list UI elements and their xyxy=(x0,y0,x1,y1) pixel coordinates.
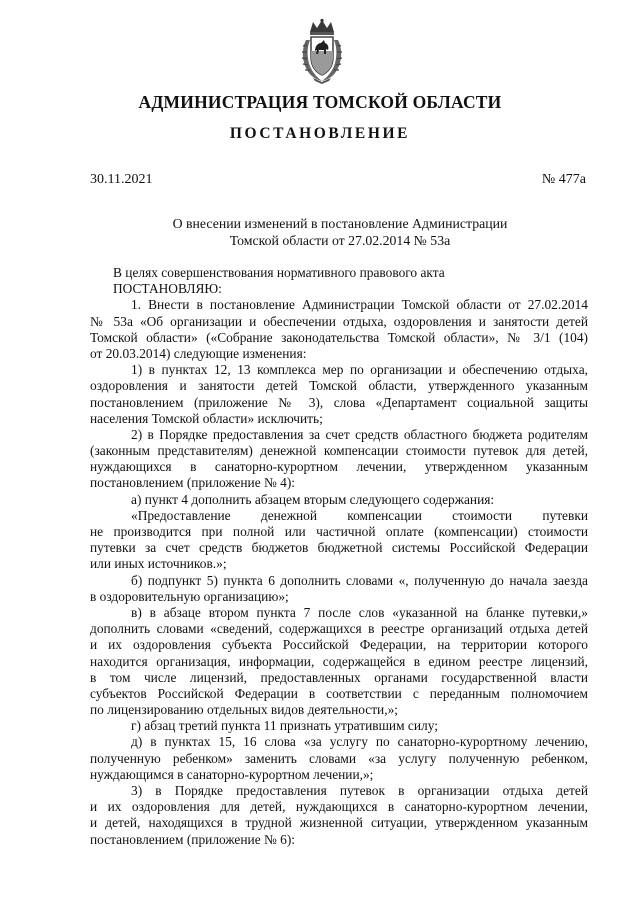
body-line: (законным представителям) денежной компенсации стоимости путевок для детей, xyxy=(90,443,588,459)
body-line: оздоровления и занятости детей Томской области, утвержденного указанным xyxy=(90,378,588,394)
body-line: постановлением (приложение № 4): xyxy=(90,475,295,491)
document-body xyxy=(90,265,588,848)
subject-line: Томской области от 27.02.2014 № 53а xyxy=(229,233,451,248)
body-line: постановлением (приложение № 6): xyxy=(90,831,295,847)
body-line: ПОСТАНОВЛЯЮ: xyxy=(113,281,222,297)
organization-title: АДМИНИСТРАЦИЯ ТОМСКОЙ ОБЛАСТИ xyxy=(138,92,502,112)
body-line: или иных источников.»; xyxy=(90,556,227,572)
body-line: д) в пунктах 15, 16 слова «за услугу по санаторно-курортному лечению, xyxy=(131,734,588,750)
body-line: полученную ребенком» заменить словами «за услугу полученную ребенком, xyxy=(90,750,588,766)
body-line: в том числе лицензий, предоставленных органами государственной власти xyxy=(90,669,588,685)
document-date: 30.11.2021 xyxy=(90,172,153,187)
body-line: и их оздоровления для детей, нуждающихся в санаторно-курортном лечении, xyxy=(90,799,588,815)
body-line: в оздоровительную организацию»; xyxy=(90,588,289,604)
document-subject xyxy=(90,215,590,249)
body-line: в) в абзаце втором пункта 7 после слов «указанной на бланке путевки,» xyxy=(131,604,588,620)
body-line: № 53а «Об организации и обеспечении отдыха, оздоровления и занятости детей xyxy=(90,313,588,329)
body-line: 3) в Порядке предоставления путевок в организации отдыха детей xyxy=(131,783,588,798)
body-line: В целях совершенствования нормативного правового акта xyxy=(113,265,445,280)
body-line: нуждающимся в санаторно-курортном лечении,»; xyxy=(90,766,374,782)
body-line: г) абзац третий пункта 11 признать утратившим силу; xyxy=(131,718,438,734)
body-line: не производится при полной или частичной оплате (компенсации) стоимости xyxy=(90,524,588,539)
body-line: б) подпункт 5) пункта 6 дополнить словами «, полученную до начала заезда xyxy=(131,572,588,588)
body-line: дополнить словами «сведений, содержащихся в реестре организаций отдыха детей xyxy=(90,621,588,637)
body-line: 2) в Порядке предоставления за счет средств областного бюджета родителям xyxy=(131,426,588,442)
body-line: и детей, находящихся в трудной жизненной ситуации, утвержденном указанным xyxy=(90,815,588,831)
document-number: № 477а xyxy=(541,172,586,187)
body-line: населения Томской области» исключить; xyxy=(90,410,323,426)
body-line: путевки за счет средств бюджетов бюджетной системы Российской Федерации xyxy=(90,540,588,556)
body-line: Томской области» («Собрание законодательства Томской области», № 3/1 (104) xyxy=(90,329,588,345)
body-line: находится организация, информации, содержащейся в едином реестре лицензий, xyxy=(90,653,588,669)
body-line: 1. Внести в постановление Администрации Томской области от 27.02.2014 xyxy=(131,297,588,313)
body-line: субъектов Российской Федерации в соответствии с переданным полномочием xyxy=(90,685,588,701)
subject-line: О внесении изменений в постановление Администрации xyxy=(172,216,508,231)
body-line: от 20.03.2014) следующие изменения: xyxy=(90,345,307,361)
body-line: нуждающихся в санаторно-курортном лечении, утвержденном указанным xyxy=(90,459,588,475)
body-line: и их оздоровления субъекта Российской Федерации, на территории которого xyxy=(90,637,588,653)
body-line: постановлением (приложение № 3), слова «Департамент социальной защиты xyxy=(90,394,588,410)
body-line: а) пункт 4 дополнить абзацем вторым следующего содержания: xyxy=(131,491,495,507)
document-type-heading: ПОСТАНОВЛЕНИЕ xyxy=(229,125,411,142)
body-line: «Предоставление денежной компенсации стоимости путевки xyxy=(131,507,588,523)
coat-of-arms-icon xyxy=(299,18,345,84)
body-line: 1) в пунктах 12, 13 комплекса мер по организации и обеспечению отдыха, xyxy=(131,362,588,378)
body-line: по лицензированию отдельных видов деятельности,»; xyxy=(90,702,398,718)
